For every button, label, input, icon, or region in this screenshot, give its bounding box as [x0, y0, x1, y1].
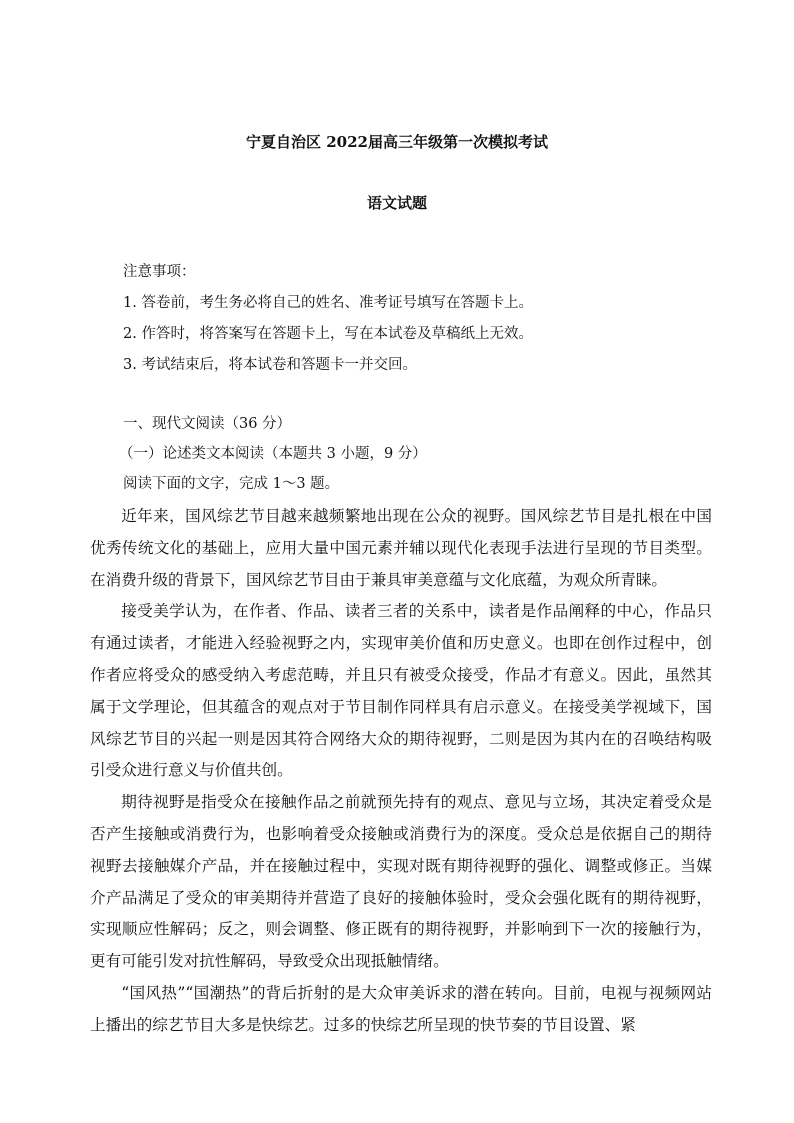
passage-paragraph: “国风热”“国潮热”的背后折射的是大众审美诉求的潜在转向。目前，电视与视频网站上播出的综艺节目大多是快综艺。过多的快综艺所呈现的快节奏的节目设置、紧 — [90, 983, 712, 1034]
section-instruction: 阅读下面的文字，完成 1～3 题。 — [123, 476, 340, 492]
notice-block — [123, 257, 723, 381]
section-header — [119, 409, 723, 499]
reading-passage — [90, 501, 712, 1042]
notice-heading: 注意事项： — [123, 264, 196, 280]
section-subheading: （一）论述类文本阅读（本题共 3 小题，9 分） — [119, 446, 427, 462]
exam-title: 宁夏自治区 2022届高三年级第一次模拟考试 — [246, 133, 548, 151]
section-heading: 一、现代文阅读（36 分） — [123, 416, 292, 432]
notice-item: 1. 答卷前，考生务必将自己的姓名、准考证号填写在答题卡上。 — [123, 295, 533, 311]
passage-paragraph: 近年来，国风综艺节目越来越频繁地出现在公众的视野。国风综艺节目是扎根在中国优秀传统文化的基础上，应用大量中国元素并辅以现代化表现手法进行呈现的节目类型。在消费升级的背景下，国风综艺节目由于兼具审美意蕴与文化底蕴，为观众所青睐。 — [90, 507, 712, 589]
notice-item: 3. 考试结束后，将本试卷和答题卡一并交回。 — [123, 357, 417, 373]
exam-subtitle: 语文试题 — [366, 194, 427, 212]
passage-paragraph: 期待视野是指受众在接触作品之前就预先持有的观点、意见与立场，其决定着受众是否产生接触或消费行为，也影响着受众接触或消费行为的深度。受众总是依据自己的期待视野去接触媒介产品，并在接触过程中，实现对既有期待视野的强化、调整或修正。当媒介产品满足了受众的审美期待并营造了良好的接触体验时，受众会强化既有的期待视野，实现顺应性解码；反之，则会调整、修正既有的期待视野，并影响到下一次的接触行为，更有可能引发对抗性解码，导致受众出现抵触情绪。 — [90, 793, 712, 971]
notice-item: 2. 作答时，将答案写在答题卡上，写在本试卷及草稿纸上无效。 — [123, 326, 533, 342]
passage-paragraph: 接受美学认为，在作者、作品、读者三者的关系中，读者是作品阐释的中心，作品只有通过读者，才能进入经验视野之内，实现审美价值和历史意义。也即在创作过程中，创作者应将受众的感受纳入考虑范畴，并且只有被受众接受，作品才有意义。因此，虽然其属于文学理论，但其蕴含的观点对于节目制作同样具有启示意义。在接受美学视域下，国风综艺节目的兴起一则是因其符合网络大众的期待视野，二则是因为其内在的召唤结构吸引受众进行意义与价值共创。 — [90, 602, 712, 780]
